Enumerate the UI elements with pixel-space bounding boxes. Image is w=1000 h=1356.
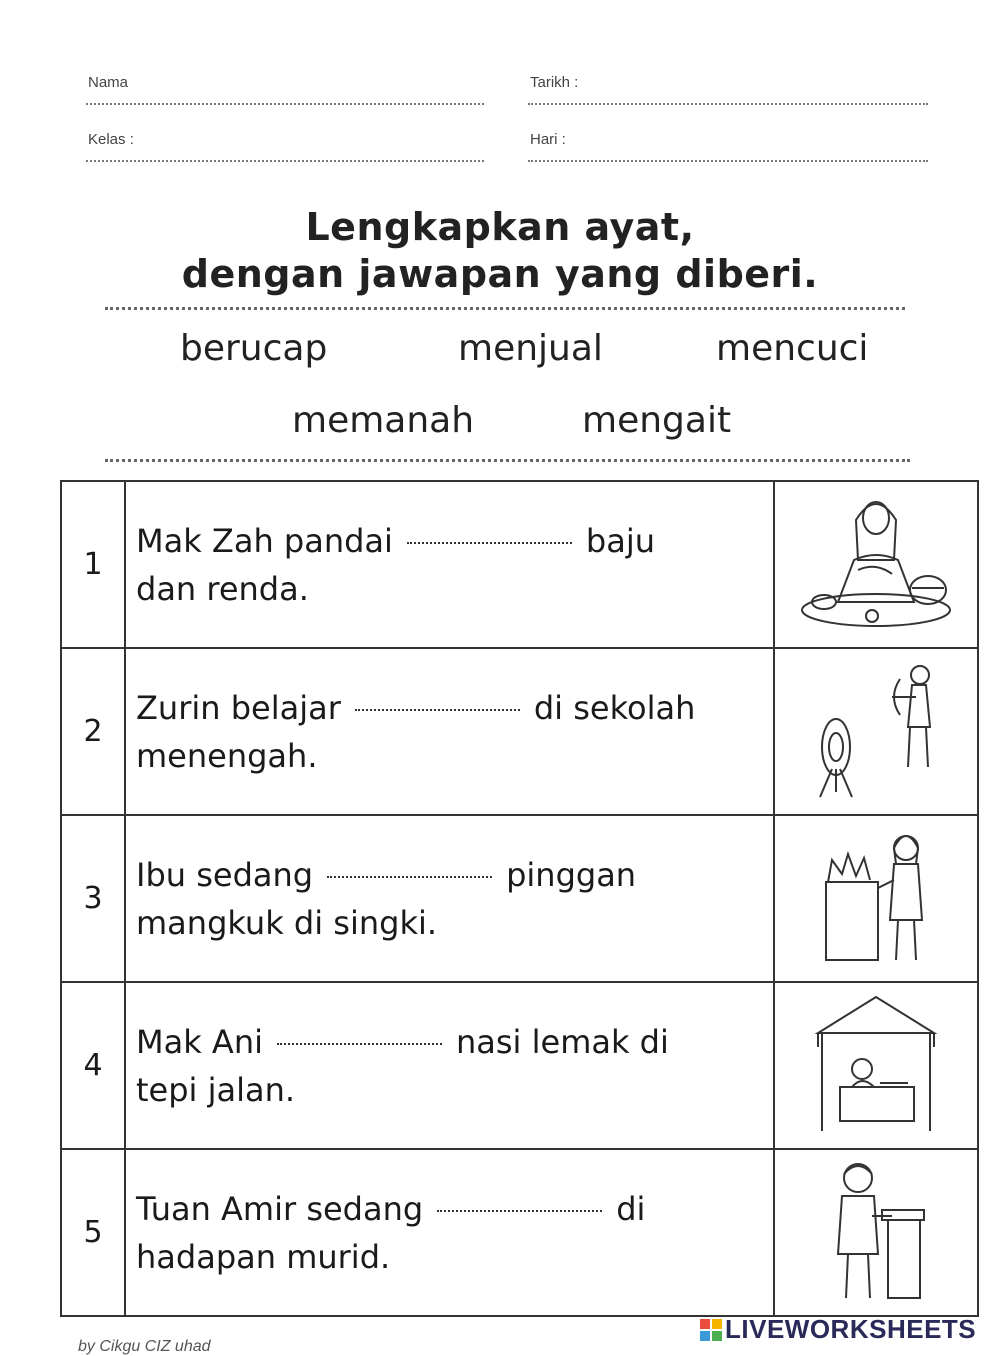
- title-line-2: dengan jawapan yang diberi.: [181, 252, 819, 296]
- question-sentence: [125, 1149, 774, 1316]
- liveworksheets-logo-icon: [700, 1319, 722, 1341]
- sentence-part: Tuan Amir sedang: [136, 1189, 424, 1228]
- table-row: [61, 648, 978, 815]
- table-row: [61, 481, 978, 648]
- sentence-part: Mak Ani: [136, 1022, 263, 1061]
- sentence-part: tepi jalan.: [136, 1070, 296, 1109]
- answer-blank[interactable]: [327, 876, 492, 878]
- sentence-part: di: [616, 1189, 646, 1228]
- sentence-part: menengah.: [136, 736, 318, 775]
- answer-blank[interactable]: [355, 709, 520, 711]
- food-stall-icon: [796, 991, 956, 1136]
- picture-cell: [774, 815, 978, 982]
- sentence-part: pinggan: [506, 855, 637, 894]
- question-sentence: [125, 648, 774, 815]
- question-number: 5: [61, 1149, 125, 1316]
- sentence-part: dan renda.: [136, 569, 309, 608]
- date-label: Tarikh :: [530, 74, 579, 91]
- sentence-part: baju: [585, 521, 656, 560]
- day-label: Hari :: [530, 131, 566, 148]
- word-bank-item: mencuci: [716, 328, 869, 369]
- table-row: [61, 815, 978, 982]
- sentence-part: hadapan murid.: [136, 1237, 391, 1276]
- picture-cell: [774, 481, 978, 648]
- liveworksheets-brand[interactable]: [700, 1314, 976, 1345]
- name-field[interactable]: [86, 103, 484, 105]
- table-row: [61, 1149, 978, 1316]
- class-field[interactable]: [86, 160, 484, 162]
- question-table: [60, 480, 979, 1317]
- archery-icon: [796, 657, 956, 802]
- answer-blank[interactable]: [437, 1210, 602, 1212]
- speech-podium-icon: [796, 1158, 956, 1303]
- word-bank-item: mengait: [582, 400, 732, 441]
- sentence-part: Ibu sedang: [136, 855, 314, 894]
- sentence-part: nasi lemak di: [455, 1022, 669, 1061]
- question-number: 4: [61, 982, 125, 1149]
- separator-top: [105, 307, 905, 310]
- picture-cell: [774, 648, 978, 815]
- answer-blank[interactable]: [407, 542, 572, 544]
- washing-dishes-icon: [796, 824, 956, 969]
- word-bank-item: memanah: [292, 400, 475, 441]
- sentence-part: Zurin belajar: [136, 688, 341, 727]
- sentence-part: Mak Zah pandai: [136, 521, 393, 560]
- day-field[interactable]: [528, 160, 928, 162]
- woman-knitting-icon: [796, 490, 956, 635]
- picture-cell: [774, 982, 978, 1149]
- footer-credit: by Cikgu CIZ uhad: [78, 1338, 211, 1355]
- sentence-part: mangkuk di singki.: [136, 903, 438, 942]
- answer-blank[interactable]: [277, 1043, 442, 1045]
- class-label: Kelas :: [88, 131, 134, 148]
- question-sentence: [125, 815, 774, 982]
- picture-cell: [774, 1149, 978, 1316]
- question-sentence: [125, 481, 774, 648]
- date-field[interactable]: [528, 103, 928, 105]
- sentence-part: di sekolah: [533, 688, 696, 727]
- title-line-1: Lengkapkan ayat,: [305, 205, 695, 249]
- question-number: 2: [61, 648, 125, 815]
- word-bank-item: menjual: [458, 328, 603, 369]
- name-label: Nama: [88, 74, 129, 91]
- question-sentence: [125, 982, 774, 1149]
- question-number: 1: [61, 481, 125, 648]
- brand-name: LIVEWORKSHEETS: [725, 1314, 977, 1344]
- separator-bottom: [105, 459, 910, 462]
- table-row: [61, 982, 978, 1149]
- question-number: 3: [61, 815, 125, 982]
- word-bank-item: berucap: [180, 328, 328, 369]
